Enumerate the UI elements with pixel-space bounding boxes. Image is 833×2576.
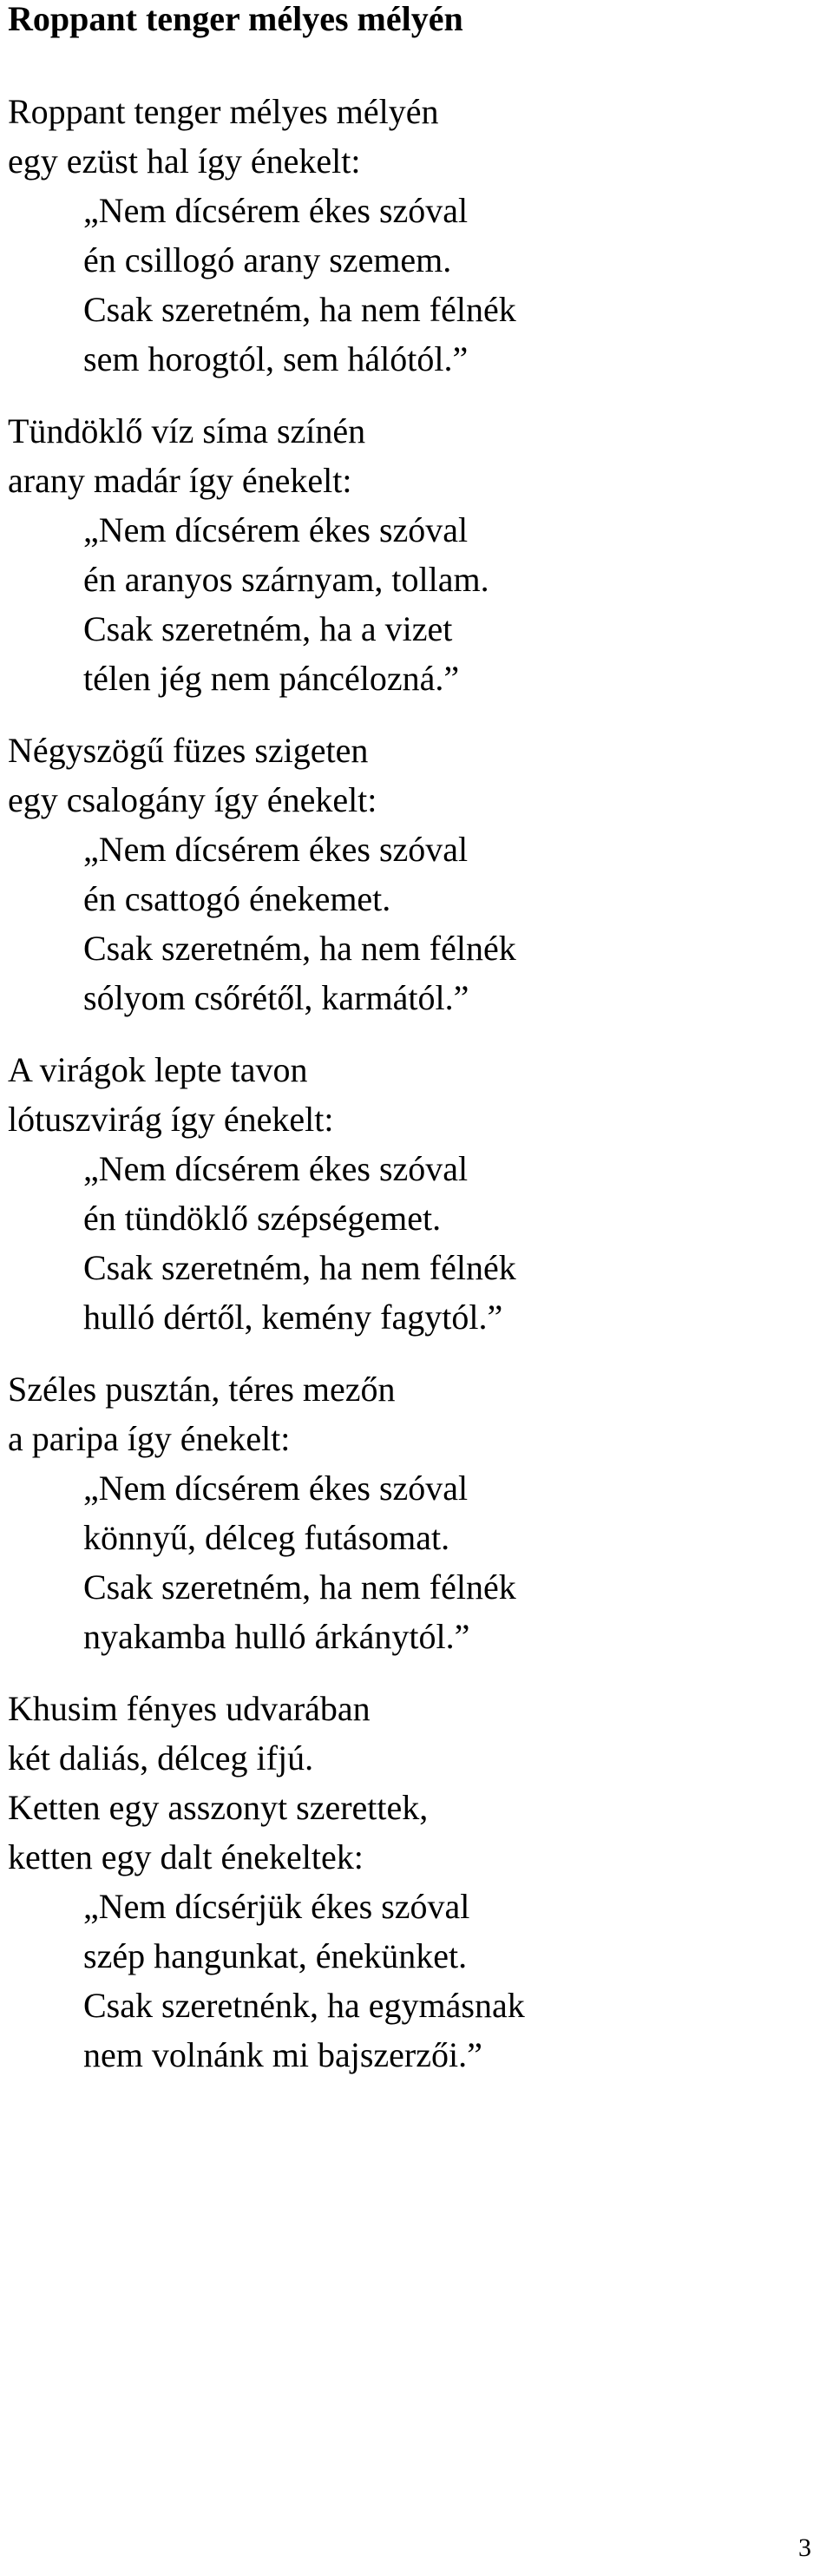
- poem-stanza: [8, 726, 823, 1022]
- poem-line: Khusim fényes udvarában: [8, 1689, 371, 1728]
- poem-line: én aranyos szárnyam, tollam.: [83, 560, 489, 599]
- poem-line: Tündöklő víz síma színén: [8, 411, 366, 450]
- poem-line: szép hangunkat, énekünket.: [83, 1936, 468, 1975]
- poem-line: télen jég nem páncélozná.”: [83, 659, 460, 698]
- poem-line: sem horogtól, sem hálótól.”: [83, 339, 469, 378]
- poem-stanza: [8, 87, 823, 384]
- poem-line: Csak szeretném, ha nem félnék: [83, 1567, 516, 1607]
- poem-line: Ketten egy asszonyt szerettek,: [8, 1788, 429, 1827]
- poem-line: „Nem dícsérjük ékes szóval: [83, 1887, 470, 1926]
- poem-line: „Nem dícsérem ékes szóval: [83, 830, 469, 869]
- poem-stanza: [8, 406, 823, 703]
- poem-line: Roppant tenger mélyes mélyén: [8, 92, 439, 131]
- poem-line: Négyszögű füzes szigeten: [8, 731, 369, 770]
- poem-stanza: [8, 1364, 823, 1661]
- poem-line: „Nem dícsérem ékes szóval: [83, 1469, 469, 1508]
- poem-line: Csak szeretném, ha nem félnék: [83, 929, 516, 968]
- poem-line: Csak szeretnénk, ha egymásnak: [83, 1986, 525, 2025]
- poem-line: két daliás, délceg ifjú.: [8, 1738, 314, 1778]
- poem-line: én csillogó arany szemem.: [83, 240, 452, 279]
- poem-line: nyakamba hulló árkánytól.”: [83, 1617, 470, 1656]
- poem-line: Csak szeretném, ha nem félnék: [83, 1248, 516, 1287]
- poem-line: én csattogó énekemet.: [83, 879, 391, 918]
- poem-stanza: [8, 1045, 823, 1342]
- poem-line: sólyom csőrétől, karmától.”: [83, 978, 469, 1017]
- poem-line: Széles pusztán, téres mezőn: [8, 1370, 396, 1409]
- poem-line: én tündöklő szépségemet.: [83, 1199, 442, 1238]
- poem-title: Roppant tenger mélyes mélyén: [8, 0, 463, 38]
- poem-line: lótuszvirág így énekelt:: [8, 1100, 334, 1139]
- poem-line: nem volnánk mi bajszerzői.”: [83, 2035, 482, 2074]
- poem-line: egy csalogány így énekelt:: [8, 780, 377, 819]
- page-number: 3: [798, 2533, 811, 2562]
- poem-stanza: [8, 1684, 823, 2080]
- poem-line: egy ezüst hal így énekelt:: [8, 141, 361, 181]
- poem-line: Csak szeretném, ha nem félnék: [83, 290, 516, 329]
- poem-line: arany madár így énekelt:: [8, 461, 352, 500]
- poem-body: [8, 87, 823, 2102]
- poem-line: „Nem dícsérem ékes szóval: [83, 191, 469, 230]
- poem-line: A virágok lepte tavon: [8, 1050, 308, 1089]
- poem-line: „Nem dícsérem ékes szóval: [83, 510, 469, 549]
- poem-line: Csak szeretném, ha a vizet: [83, 609, 453, 648]
- poem-line: könnyű, délceg futásomat.: [83, 1518, 450, 1557]
- poem-line: ketten egy dalt énekeltek:: [8, 1837, 364, 1876]
- poem-line: a paripa így énekelt:: [8, 1419, 291, 1458]
- poem-line: hulló dértől, kemény fagytól.”: [83, 1298, 503, 1337]
- poem-line: „Nem dícsérem ékes szóval: [83, 1149, 469, 1188]
